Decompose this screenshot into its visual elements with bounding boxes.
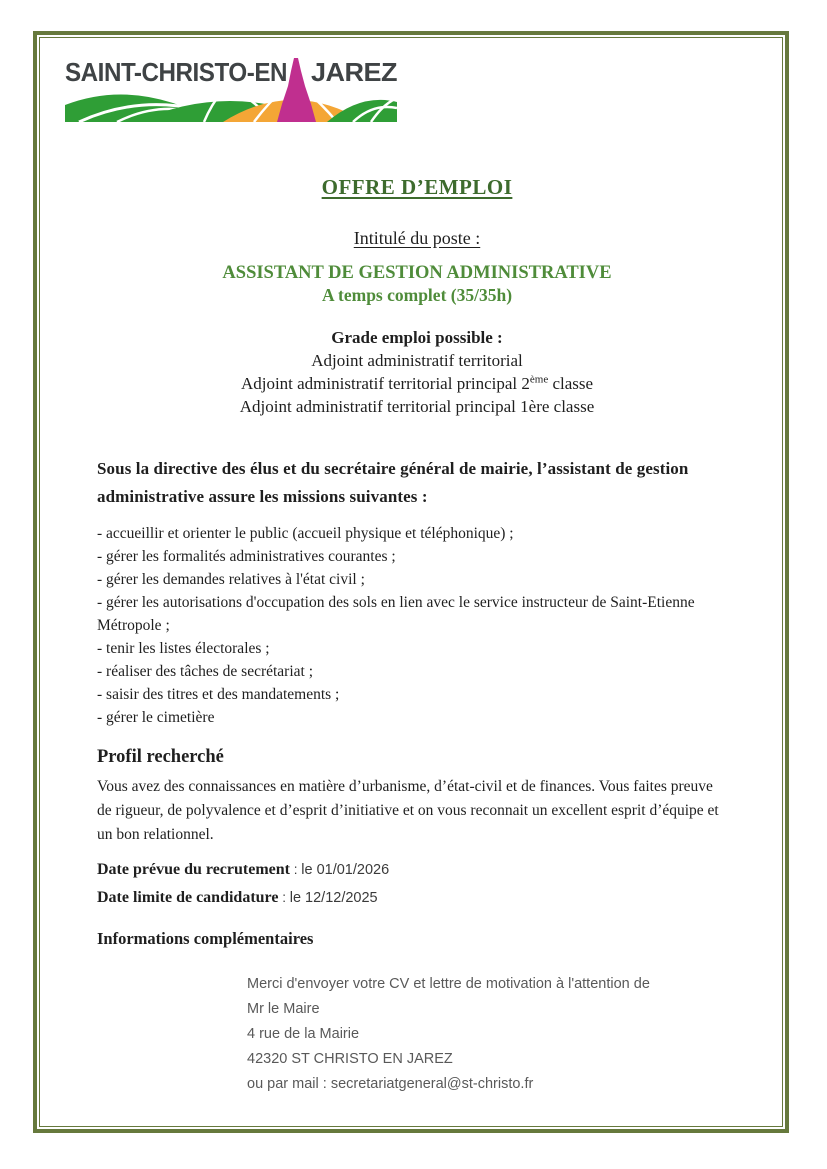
address-line: Merci d'envoyer votre CV et lettre de motivation à l'attention de [247, 976, 650, 992]
address-line: 4 rue de la Mairie [247, 1026, 360, 1042]
dates-section [97, 856, 737, 912]
address-line-email: ou par mail : secretariatgeneral@st-christo.fr [247, 1076, 534, 1092]
recruitment-date-value: le 01/01/2026 [301, 862, 390, 878]
date-separator: : [289, 862, 302, 877]
deadline-date-label: Date limite de candidature [97, 889, 279, 906]
grade-item-text: Adjoint administratif territorial principal 1ère classe [239, 397, 595, 416]
deadline-date-value: le 12/12/2025 [289, 890, 378, 906]
date-separator: : [278, 890, 290, 905]
mission-item: - tenir les listes électorales ; [97, 640, 270, 657]
logo-text-left: SAINT-CHRISTO-EN [65, 58, 287, 87]
logo-text-right: JAREZ [311, 58, 397, 87]
recruitment-date-line [97, 856, 737, 884]
address-line: 42320 ST CHRISTO EN JAREZ [247, 1051, 453, 1067]
mission-item: - gérer les autorisations d'occupation des sols en lien avec le service instructeur de Saint-Etienne Métropole ; [97, 594, 695, 634]
position-title: ASSISTANT DE GESTION ADMINISTRATIVE [222, 263, 612, 283]
mission-item: - gérer les formalités administratives courantes ; [97, 548, 396, 565]
mission-item: - gérer les demandes relatives à l'état civil ; [97, 571, 365, 588]
grade-item-text: Adjoint administratif territorial principal 2 [240, 374, 530, 393]
mission-item: - accueillir et orienter le public (accueil physique et téléphonique) ; [97, 525, 514, 542]
recruitment-date-label: Date prévue du recrutement [97, 861, 290, 878]
address-line: Mr le Maire [247, 1001, 320, 1017]
grade-item-sup: ème [529, 373, 549, 386]
grade-section [97, 326, 737, 418]
commune-logo-graphic [65, 58, 397, 122]
grade-item-text: Adjoint administratif territorial [311, 351, 523, 370]
grade-section-label: Grade emploi possible : [331, 328, 503, 347]
commune-logo [65, 58, 397, 122]
profile-text: Vous avez des connaissances en matière d’urbanisme, d’état-civil et de finances. Vous faites preuve de rigueur, de polyvalence et d’esprit d’initiative et on vous reconnait un excellent esprit d’équipe et un bon relationnel. [97, 778, 719, 843]
missions-intro: Sous la directive des élus et du secrétaire général de mairie, l’assistant de gestion administrative assure les missions suivantes : [97, 459, 689, 506]
page-title: OFFRE D’EMPLOI [321, 175, 513, 199]
profile-heading: Profil recherché [97, 747, 224, 767]
mission-item: - réaliser des tâches de secrétariat ; [97, 663, 314, 680]
mission-item: - gérer le cimetière [97, 709, 215, 726]
position-schedule: A temps complet (35/35h) [321, 285, 513, 305]
missions-list [97, 522, 742, 729]
mission-item: - saisir des titres et des mandatements ; [97, 686, 340, 703]
grade-item [97, 395, 737, 418]
grade-item [97, 349, 737, 372]
position-intitule-label: Intitulé du poste : [353, 228, 481, 248]
document-content [97, 174, 737, 1097]
application-address-block [247, 972, 737, 1097]
grade-item-text: classe [548, 374, 594, 393]
additional-info-heading: Informations complémentaires [97, 929, 314, 948]
grade-item [97, 372, 737, 395]
deadline-date-line [97, 884, 737, 912]
